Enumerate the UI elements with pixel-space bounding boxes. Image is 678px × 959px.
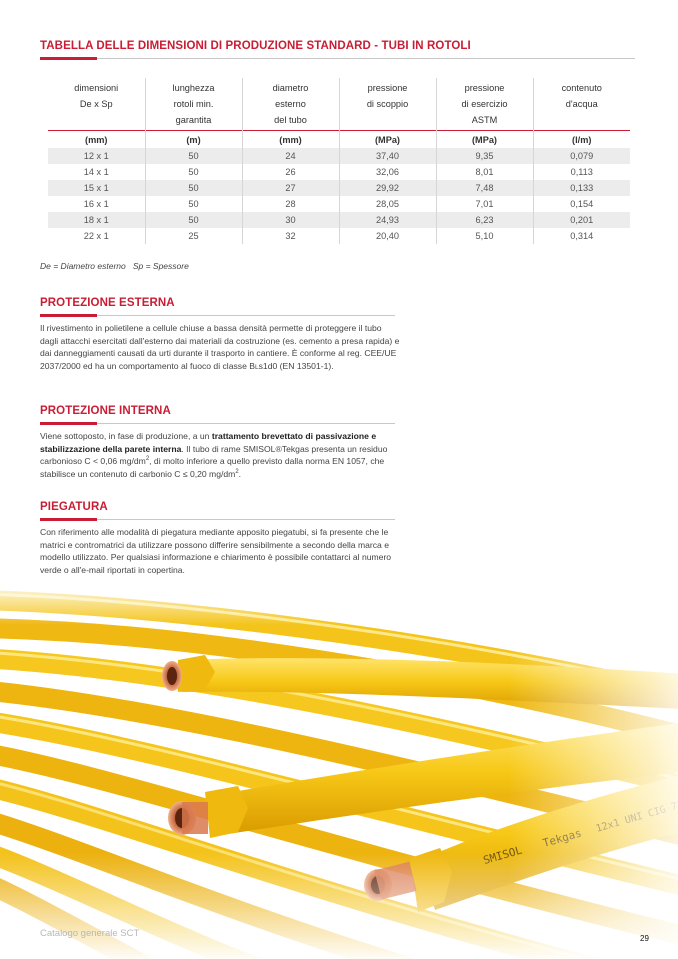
table-cell: 29,92 [339, 180, 436, 196]
table-cell: 14 x 1 [83, 167, 109, 177]
page-number: 29 [640, 934, 649, 943]
piegatura-text: Con riferimento alle modalità di piegatura mediante apposito piegatubi, si fa presente che le matrici e contromatrici da utilizzare possono differire sensibilmente a secondo della marca e modello utilizzato. Per qualsiasi informazione e chiarimento è possibile contattarci al numero verde o all'e-mail riportati in copertina. [40, 527, 392, 576]
table-cell: 24 [242, 148, 339, 164]
protezione-esterna-text: Il rivestimento in polietilene a cellule chiuse a bassa densità permette di proteggere il tubo dagli attacchi esercitati dall'esterno dai materiali da costruzione (es. cemento a presa rapida) e dai danneggiamenti causati da urti durante il trasporto in cantiere. È conforme al reg. CEE/UE 2037/2000 ed ha un comportamento al fuoco di classe BLs1d0 (EN 13501-1). [40, 323, 400, 372]
unit-cell: (MPa) [436, 131, 533, 149]
yellow-pipes-photo [0, 580, 678, 959]
table-cell: 22 x 1 [83, 231, 109, 241]
section-divider [97, 519, 395, 520]
header-lunghezza: lunghezza rotoli min. garantita [145, 78, 242, 131]
section-accent-rule [40, 422, 97, 425]
title-divider [97, 58, 635, 59]
unit-cell: (mm) [48, 131, 145, 149]
table-cell: 50 [145, 180, 242, 196]
table-cell: 50 [145, 164, 242, 180]
header-pressione-scoppio: pressione di scoppio [339, 78, 436, 131]
section-accent-rule [40, 314, 97, 317]
table-cell: 20,40 [339, 228, 436, 244]
section-accent-rule [40, 518, 97, 521]
table-row [48, 148, 630, 164]
table-cell: 24,93 [339, 212, 436, 228]
header-pressione-esercizio: pressione di esercizio ASTM [436, 78, 533, 131]
table-cell: 9,35 [436, 148, 533, 164]
table-cell: 50 [145, 212, 242, 228]
protezione-interna-text: Viene sottoposto, in fase di produzione, a un trattamento brevettato di passivazione e stabilizzazione della parete interna. Il tubo di rame SMISOL®Tekgas presenta un residuo carbonioso C < 0,06 $mg/dm^2$, di molto inferiore a quello previsto dalla norma EN 1057, che stabilisce un contenuto di carbonio C ≤ 0,20 $mg/dm^2$. [40, 431, 388, 480]
title-accent-rule [40, 57, 97, 60]
unit-cell: (m) [145, 131, 242, 149]
section-divider [97, 315, 395, 316]
table-row [48, 164, 630, 180]
table-cell: 28,05 [339, 196, 436, 212]
table-header-row [48, 78, 630, 131]
table-cell: 0,154 [533, 196, 630, 212]
table-cell: 30 [242, 212, 339, 228]
table-cell: 25 [145, 228, 242, 244]
table-cell: 5,10 [436, 228, 533, 244]
table-row [48, 212, 630, 228]
table-cell: 7,01 [436, 196, 533, 212]
table-cell: 18 x 1 [48, 212, 145, 228]
header-diametro: diametro esterno del tubo [242, 78, 339, 131]
header-contenuto: contenuto d'acqua [533, 78, 630, 131]
section-title-protezione-interna: PROTEZIONE INTERNA [40, 405, 171, 417]
table-units-row [48, 131, 630, 149]
unit-cell: (MPa) [339, 131, 436, 149]
table-cell: 0,133 [533, 180, 630, 196]
table-title: TABELLA DELLE DIMENSIONI DI PRODUZIONE STANDARD - TUBI IN ROTOLI [40, 40, 471, 52]
table-cell: 15 x 1 [48, 180, 145, 196]
dimensions-table [48, 78, 630, 244]
section-divider [97, 423, 395, 424]
table-cell: 50 [145, 196, 242, 212]
table-cell: 12 x 1 [48, 148, 145, 164]
table-cell: 16 x 1 [83, 199, 109, 209]
table-cell: 0,113 [533, 164, 630, 180]
table-cell: 0,201 [533, 212, 630, 228]
section-title-protezione-esterna: PROTEZIONE ESTERNA [40, 297, 175, 309]
table-row [48, 196, 630, 212]
table-cell: 7,48 [436, 180, 533, 196]
footer-catalog-name: Catalogo generale SCT [40, 928, 140, 939]
table-cell: 37,40 [339, 148, 436, 164]
table-cell: 0,079 [533, 148, 630, 164]
table-cell: 32 [242, 228, 339, 244]
table-row [48, 228, 630, 244]
section-title-piegatura: PIEGATURA [40, 501, 108, 513]
unit-cell: (mm) [242, 131, 339, 149]
header-dimensioni: dimensioni De x Sp [74, 83, 119, 109]
table-cell: 26 [242, 164, 339, 180]
table-row [48, 180, 630, 196]
unit-cell: (l/m) [533, 131, 630, 149]
table-cell: 28 [242, 196, 339, 212]
table-cell: 6,23 [436, 212, 533, 228]
table-cell: 27 [242, 180, 339, 196]
table-cell: 50 [145, 148, 242, 164]
table-cell: 8,01 [436, 164, 533, 180]
table-cell: 0,314 [533, 228, 630, 244]
table-cell: 32,06 [339, 164, 436, 180]
table-legend: De = Diametro esterno Sp = Spessore [40, 261, 189, 271]
